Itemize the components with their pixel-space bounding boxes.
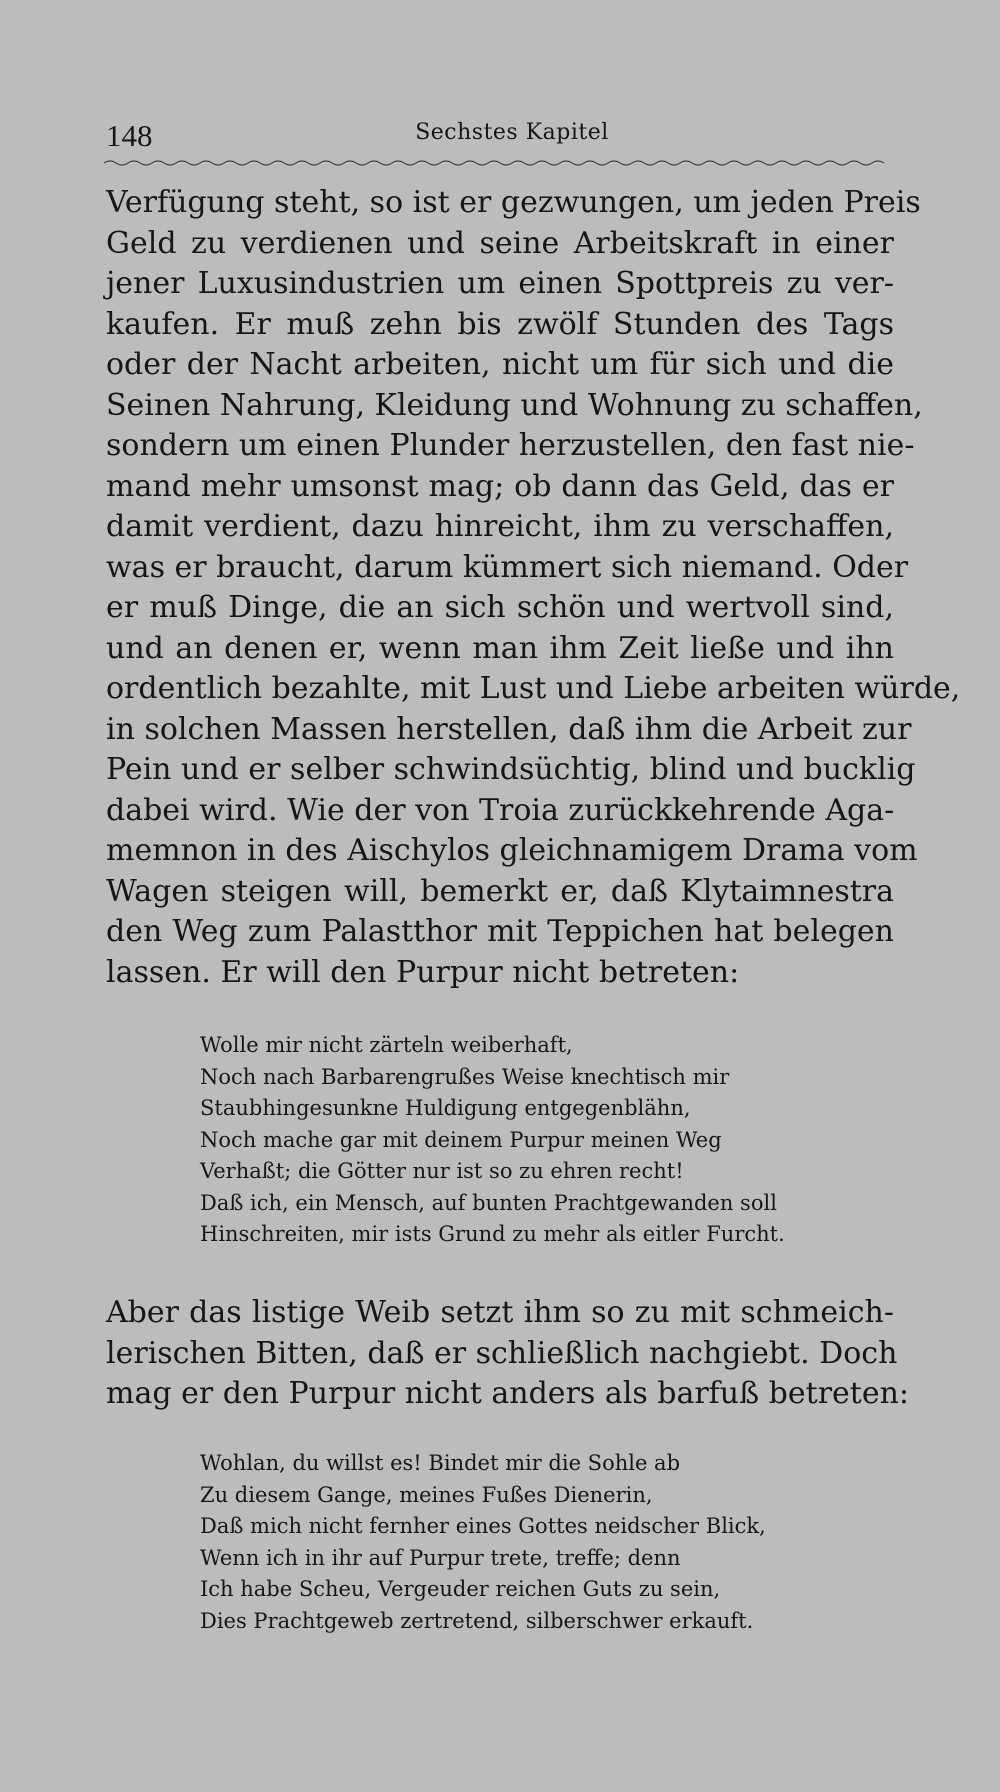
text-line: den Weg zum Palastthor mit Teppichen hat belegen [106, 914, 894, 949]
text-line: lassen. Er will den Purpur nicht betreten: [106, 954, 740, 990]
text-line: mand mehr umsonst mag; ob dann das Geld, das er [106, 468, 894, 504]
page-header [106, 118, 886, 158]
verse-quote-2 [200, 1448, 766, 1637]
verse-quote-1 [200, 1030, 785, 1251]
text-line: was er braucht, darum kümmert sich niemand. Oder [106, 549, 909, 585]
verse-line: Staubhingesunkne Huldigung entgegenblähn, [200, 1096, 691, 1120]
verse-line: Wenn ich in ihr auf Purpur trete, treffe; denn [200, 1545, 681, 1570]
page-number: 148 [106, 118, 153, 153]
text-line: Verfügung steht, so ist er gezwungen, um jeden Preis [106, 185, 921, 220]
text-line: Seinen Nahrung, Kleidung und Wohnung zu schaffen, [106, 387, 923, 423]
verse-line: Wohlan, du willst es! Bindet mir die Sohle ab [200, 1451, 681, 1475]
paragraph-2 [106, 1293, 910, 1415]
verse-line: Ich habe Scheu, Vergeuder reichen Guts zu sein, [200, 1577, 721, 1601]
text-line: dabei wird. Wie der von Troia zurückkehrende Aga- [106, 792, 895, 828]
text-line: ordentlich bezahlte, mit Lust und Liebe arbeiten würde, [106, 671, 961, 706]
text-line: oder der Nacht arbeiten, nicht um für sich und die [106, 347, 894, 382]
text-line: lerischen Bitten, daß er schließlich nachgiebt. Doch [106, 1335, 898, 1371]
text-line: jener Luxusindustrien um einen Spottpreis zu ver- [106, 266, 894, 301]
text-line: sondern um einen Plunder herzustellen, den fast nie- [106, 428, 915, 463]
running-head: Sechstes Kapitel [415, 120, 609, 145]
verse-line: Verhaßt; die Götter nur ist so zu ehren recht! [200, 1159, 684, 1183]
text-line: er muß Dinge, die an sich schön und wertvoll sind, [106, 590, 894, 625]
text-line: und an denen er, wenn man ihm Zeit ließe und ihn [106, 630, 894, 666]
verse-line: Daß ich, ein Mensch, auf bunten Prachtgewanden soll [200, 1190, 777, 1215]
verse-line: Daß mich nicht fernher eines Gottes neidscher Blick, [200, 1514, 766, 1538]
verse-line: Hinschreiten, mir ists Grund zu mehr als eitler Furcht. [200, 1222, 785, 1246]
verse-line: Dies Prachtgeweb zertretend, silberschwer erkauft. [200, 1608, 754, 1633]
text-line: damit verdient, dazu hinreicht, ihm zu verschaffen, [106, 509, 894, 544]
text-line: in solchen Massen herstellen, daß ihm die Arbeit zur [106, 711, 912, 747]
verse-line: Noch mache gar mit deinem Purpur meinen Weg [200, 1127, 722, 1152]
verse-line: Noch nach Barbarengrußes Weise knechtisch mir [200, 1064, 730, 1089]
text-line: Geld zu verdienen und seine Arbeitskraft in einer [106, 225, 894, 261]
text-line: Pein und er selber schwindsüchtig, blind und bucklig [106, 752, 916, 787]
text-line: Wagen steigen will, bemerkt er, daß Klytaimnestra [106, 873, 894, 909]
header-rule [104, 158, 890, 168]
text-line: Aber das listige Weib setzt ihm so zu mit schmeich- [106, 1295, 894, 1330]
paragraph-1 [106, 183, 961, 993]
verse-line: Zu diesem Gange, meines Fußes Dienerin, [200, 1482, 653, 1507]
text-line: kaufen. Er muß zehn bis zwölf Stunden des Tags [106, 306, 894, 342]
verse-line: Wolle mir nicht zärteln weiberhaft, [200, 1033, 573, 1057]
text-line: mag er den Purpur nicht anders als barfuß betreten: [106, 1376, 910, 1411]
text-line: memnon in des Aischylos gleichnamigem Drama vom [106, 833, 918, 868]
